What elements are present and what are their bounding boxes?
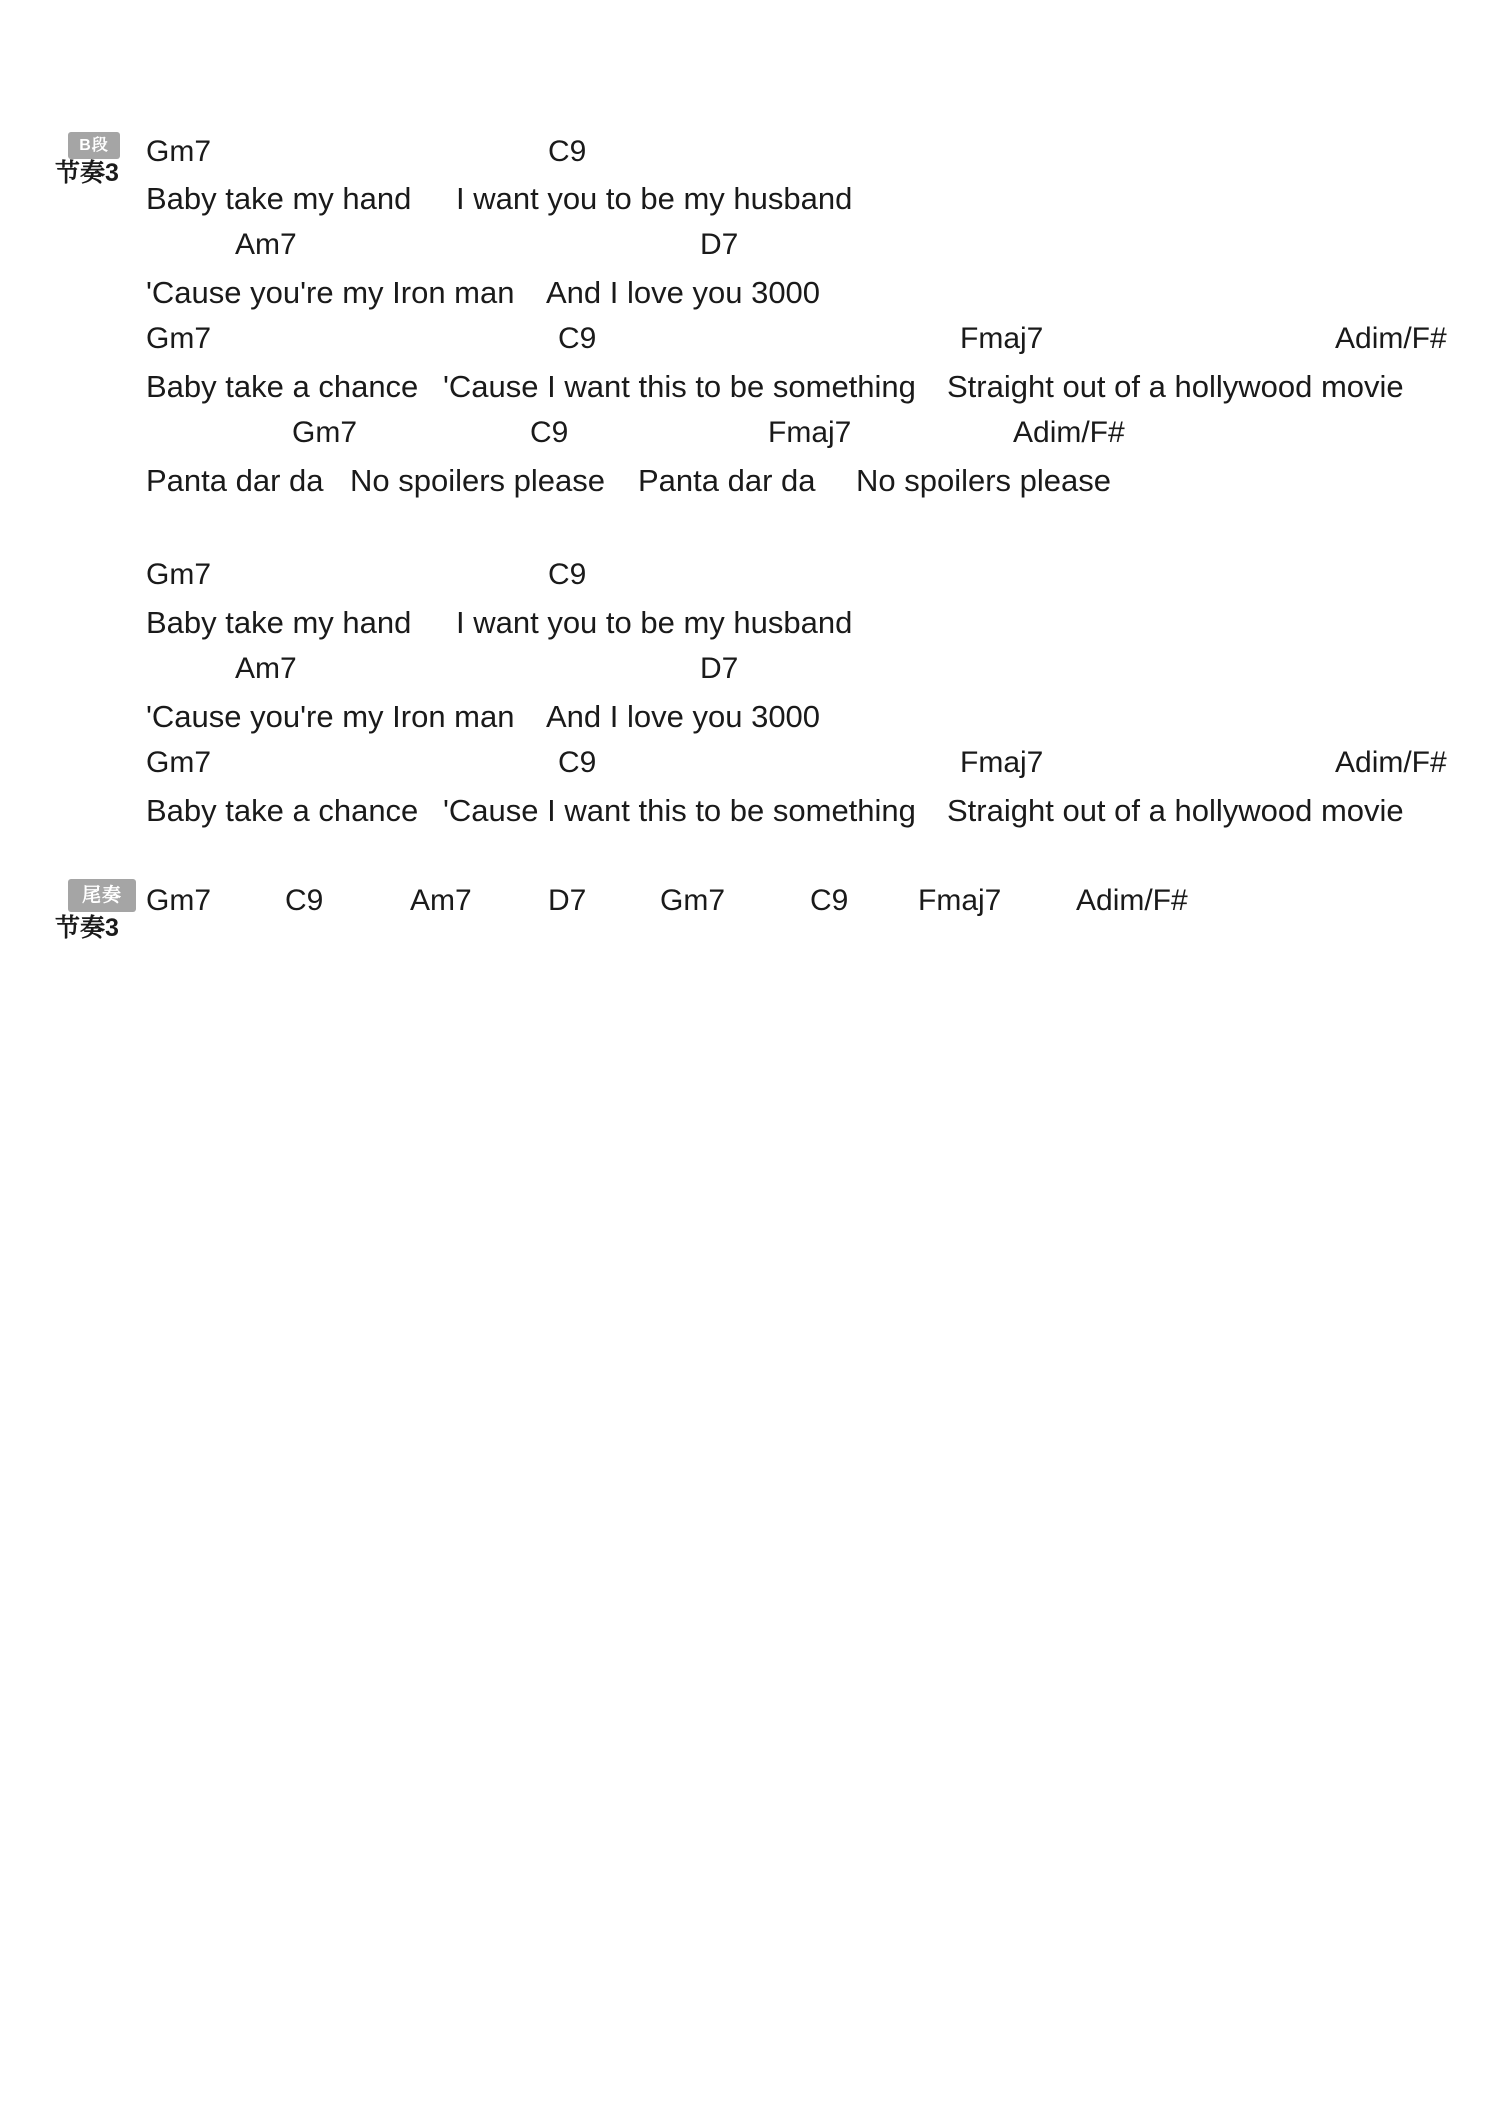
section-outro-rhythm-label: 节奏3 bbox=[55, 914, 119, 942]
chord-label: C9 bbox=[285, 884, 324, 917]
lyric-text: No spoilers please bbox=[856, 463, 1112, 498]
lyric-text: Straight out of a hollywood movie bbox=[947, 369, 1404, 404]
chord-label: D7 bbox=[548, 884, 587, 917]
chord-label: Am7 bbox=[235, 652, 297, 685]
lyric-text: I want you to be my husband bbox=[456, 181, 853, 216]
chord-label: C9 bbox=[810, 884, 849, 917]
chord-label: Adim/F# bbox=[1076, 884, 1188, 917]
lyric-text: And I love you 3000 bbox=[546, 275, 821, 310]
lyric-text: 'Cause you're my Iron man bbox=[146, 275, 515, 310]
section-outro-badge: 尾奏 bbox=[68, 879, 136, 912]
lyric-text: Straight out of a hollywood movie bbox=[947, 793, 1404, 828]
lyric-text: 'Cause you're my Iron man bbox=[146, 699, 515, 734]
lyric-text: And I love you 3000 bbox=[546, 699, 821, 734]
chord-label: Fmaj7 bbox=[960, 746, 1044, 779]
chord-label: Gm7 bbox=[660, 884, 726, 917]
chord-label: Fmaj7 bbox=[960, 322, 1044, 355]
section-b-badge: B段 bbox=[68, 132, 120, 159]
chord-label: Gm7 bbox=[146, 322, 212, 355]
lyric-text: I want you to be my husband bbox=[456, 605, 853, 640]
lyric-text: 'Cause I want this to be something bbox=[443, 369, 916, 404]
chord-label: Adim/F# bbox=[1335, 322, 1447, 355]
chord-label: C9 bbox=[558, 322, 597, 355]
chord-label: D7 bbox=[700, 228, 739, 261]
lyric-text: Panta dar da bbox=[638, 463, 816, 498]
chord-label: Am7 bbox=[235, 228, 297, 261]
chord-label: Fmaj7 bbox=[918, 884, 1002, 917]
chord-label: Gm7 bbox=[146, 135, 212, 168]
chord-label: Fmaj7 bbox=[768, 416, 852, 449]
lyric-text: Baby take a chance bbox=[146, 793, 419, 828]
chord-label: C9 bbox=[548, 558, 587, 591]
chord-label: Gm7 bbox=[146, 558, 212, 591]
lyric-text: Baby take a chance bbox=[146, 369, 419, 404]
section-b-rhythm-label: 节奏3 bbox=[55, 159, 119, 187]
chord-label: Gm7 bbox=[146, 884, 212, 917]
lyric-text: Baby take my hand bbox=[146, 605, 412, 640]
chord-label: Adim/F# bbox=[1013, 416, 1125, 449]
lyric-text: Panta dar da bbox=[146, 463, 324, 498]
chord-label: D7 bbox=[700, 652, 739, 685]
chord-label: Am7 bbox=[410, 884, 472, 917]
chord-label: Adim/F# bbox=[1335, 746, 1447, 779]
lyric-text: 'Cause I want this to be something bbox=[443, 793, 916, 828]
lyric-text: No spoilers please bbox=[350, 463, 606, 498]
chord-label: C9 bbox=[548, 135, 587, 168]
chord-label: Gm7 bbox=[146, 746, 212, 779]
chord-label: Gm7 bbox=[292, 416, 358, 449]
chord-label: C9 bbox=[558, 746, 597, 779]
lyric-text: Baby take my hand bbox=[146, 181, 412, 216]
chord-label: C9 bbox=[530, 416, 569, 449]
